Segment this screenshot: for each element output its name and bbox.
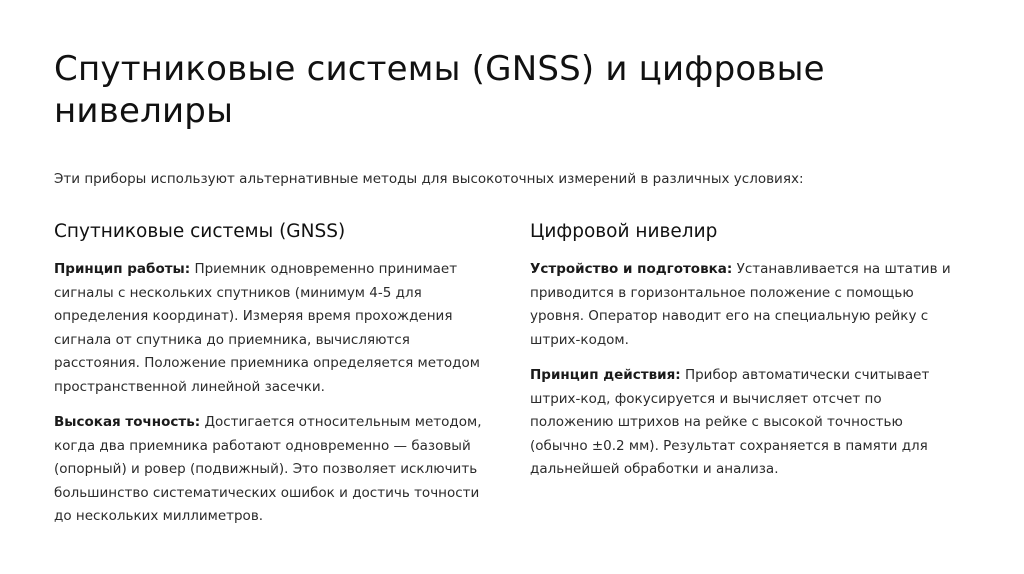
digital-level-heading: Цифровой нивелир bbox=[530, 221, 718, 242]
gnss-column bbox=[54, 220, 499, 541]
slide-title: Спутниковые системы (GNSS) и цифровые нивелиры bbox=[54, 49, 825, 131]
gnss-heading: Спутниковые системы (GNSS) bbox=[54, 221, 346, 242]
gnss-principle-text: Приемник одновременно принимает сигналы с нескольких спутников (минимум 4-5 для определения координат). Измеряя время прохождения сигнала от спутника до приемника, вычисляются расстояния. Положение приемника определяется методом пространственной линейной засечки. bbox=[54, 261, 480, 395]
digital-level-principle-text: Прибор автоматически считывает штрих-код, фокусируется и вычисляет отсчет по положению штрихов на рейке с высокой точностью (обычно ±0.2 мм). Результат сохраняется в памяти для дальнейшей обработки и анализа. bbox=[530, 367, 930, 477]
gnss-accuracy-paragraph bbox=[54, 411, 499, 529]
intro-text: Эти приборы используют альтернативные методы для высокоточных измерений в различных условиях: bbox=[54, 171, 804, 187]
gnss-principle-paragraph bbox=[54, 258, 499, 399]
gnss-principle-lead: Принцип работы: bbox=[54, 261, 191, 277]
gnss-accuracy-text: Достигается относительным методом, когда два приемника работают одновременно — базовый (опорный) и ровер (подвижный). Это позволяет исключить большинство систематических ошибок и достичь точности до нескольких миллиметров. bbox=[54, 414, 482, 524]
digital-level-setup-paragraph bbox=[530, 258, 955, 352]
digital-level-setup-text: Устанавливается на штатив и приводится в горизонтальное положение с помощью уровня. Оператор наводит его на специальную рейку с штрих-кодом. bbox=[530, 261, 951, 348]
digital-level-principle-lead: Принцип действия: bbox=[530, 367, 681, 383]
digital-level-column bbox=[530, 220, 955, 494]
digital-level-setup-lead: Устройство и подготовка: bbox=[530, 261, 733, 277]
gnss-accuracy-lead: Высокая точность: bbox=[54, 414, 201, 430]
digital-level-principle-paragraph bbox=[530, 364, 955, 482]
